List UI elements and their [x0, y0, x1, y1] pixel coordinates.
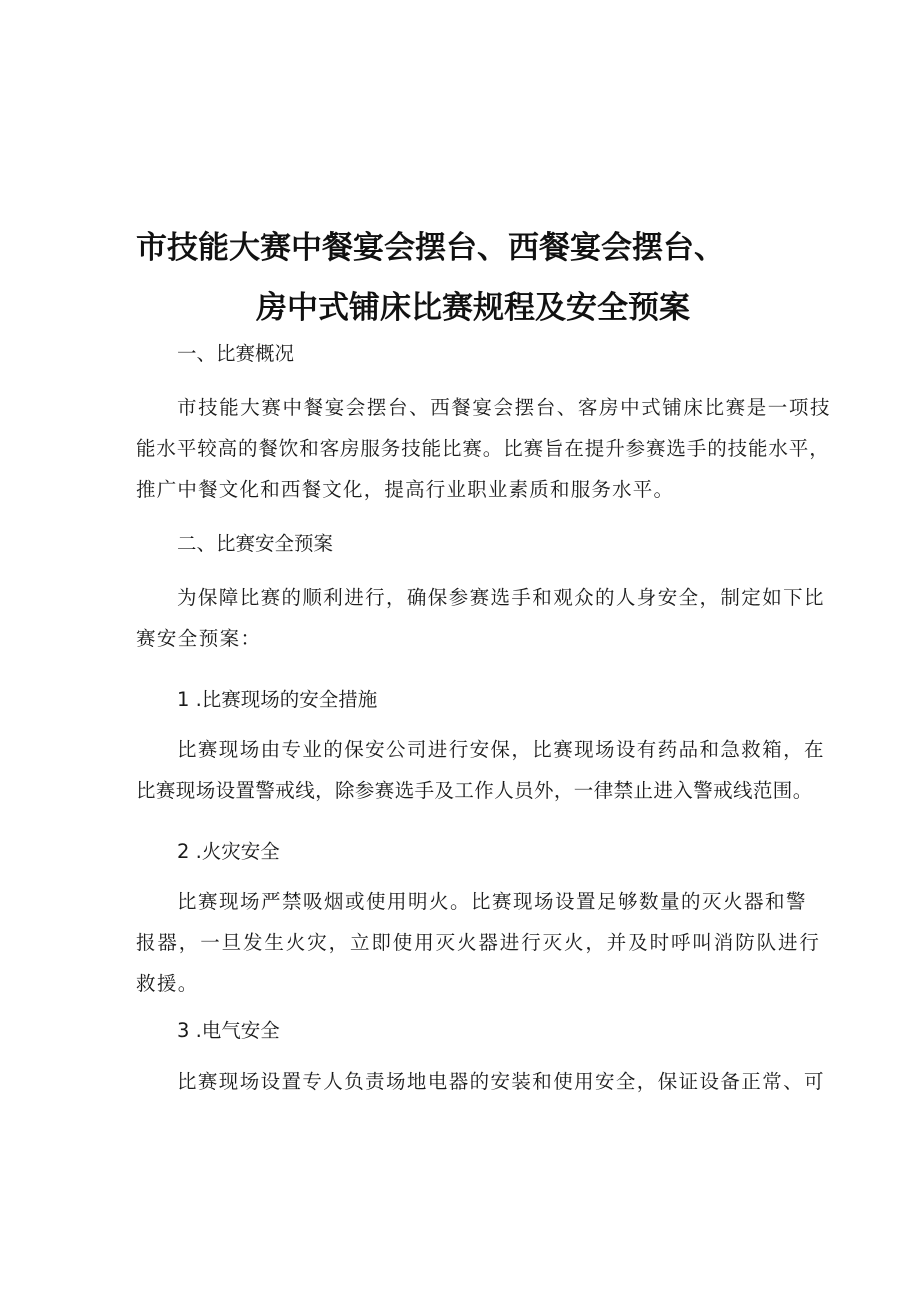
paragraph-line: 为保障比赛的顺利进行，确保参赛选手和观众的人身安全，制定如下比	[177, 586, 825, 609]
document-title-line-2: 房中式铺床比赛规程及安全预案	[256, 290, 690, 326]
paragraph-line: 能水平较高的餐饮和客房服务技能比赛。比赛旨在提升参赛选手的技能水平，	[136, 437, 830, 460]
item-heading-fire-safety: 2 .火灾安全	[177, 840, 280, 863]
paragraph-line: 推广中餐文化和西餐文化，提高行业职业素质和服务水平。	[136, 478, 675, 501]
paragraph-line: 比赛现场由专业的保安公司进行安保，比赛现场设有药品和急救箱，在	[177, 738, 825, 761]
paragraph-line: 市技能大赛中餐宴会摆台、西餐宴会摆台、客房中式铺床比赛是一项技	[177, 396, 832, 419]
section-heading-overview: 一、比赛概况	[177, 342, 295, 365]
paragraph-line: 赛安全预案：	[136, 627, 262, 650]
paragraph-line: 报器，一旦发生火灾，立即使用灭火器进行灭火，并及时呼叫消防队进行	[136, 931, 821, 954]
paragraph-line: 比赛现场设置警戒线，除参赛选手及工作人员外，一律禁止进入警戒线范围。	[136, 779, 813, 802]
paragraph-line: 救援。	[136, 972, 199, 995]
section-heading-safety: 二、比赛安全预案	[177, 532, 334, 555]
item-heading-electrical-safety: 3 .电气安全	[177, 1019, 280, 1042]
document-title-line-1: 市技能大赛中餐宴会摆台、西餐宴会摆台、	[136, 230, 725, 266]
paragraph-line: 比赛现场设置专人负责场地电器的安装和使用安全，保证设备正常、可	[177, 1070, 825, 1093]
paragraph-line: 比赛现场严禁吸烟或使用明火。比赛现场设置足够数量的灭火器和警	[177, 890, 808, 913]
item-heading-site-safety: 1 .比赛现场的安全措施	[177, 688, 378, 711]
